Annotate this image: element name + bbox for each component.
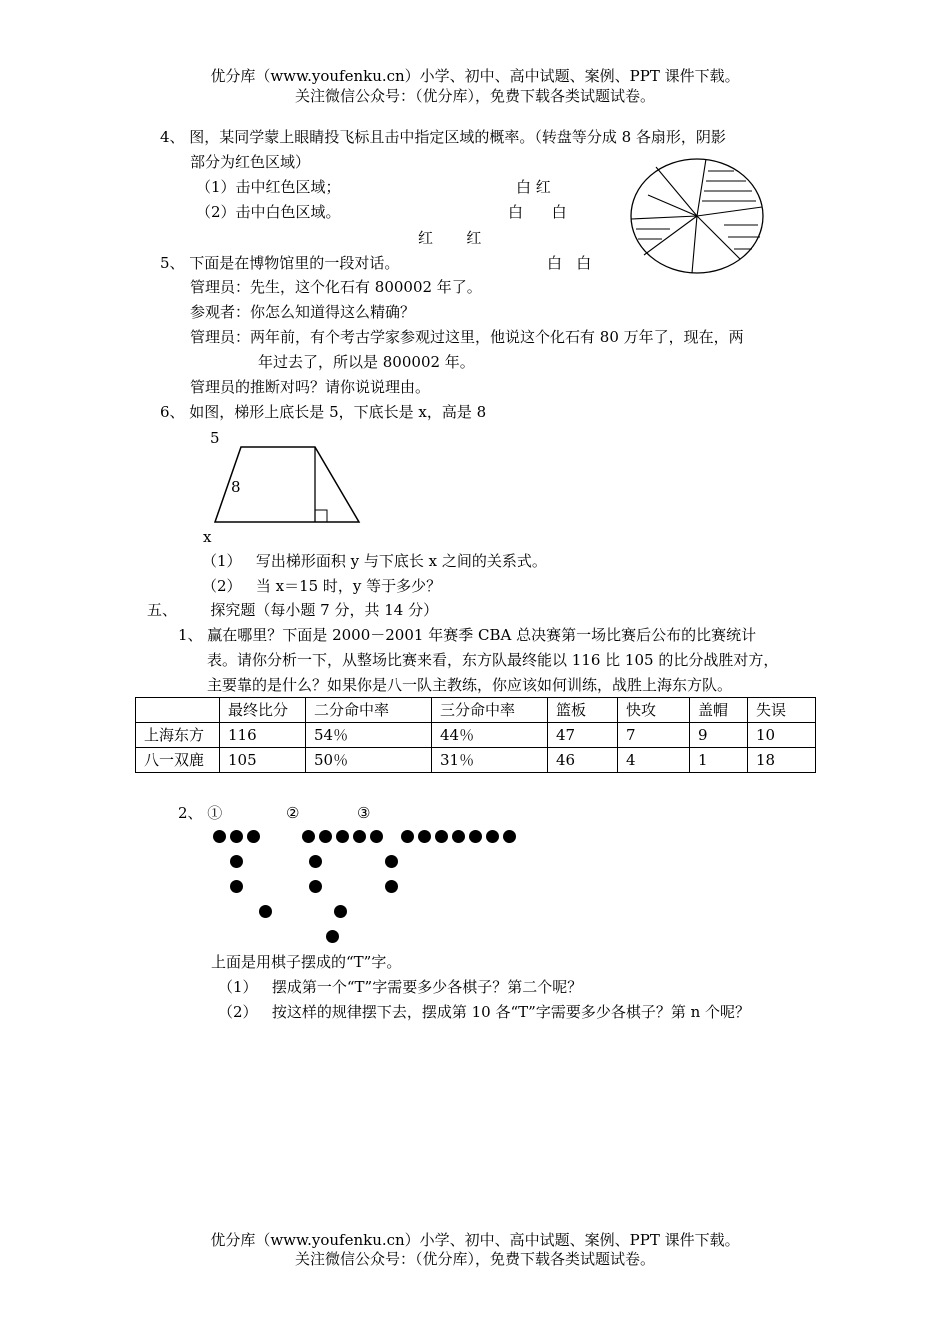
q4-text-2: 部分为红色区域） [190,153,311,171]
q6-sub-2: （2） 当 x＝15 时，y 等于多少？ [202,577,442,595]
table-cell: 上海东方 [136,723,220,748]
table-header-row [136,698,816,723]
stats-table [135,697,816,773]
chess-piece-dot [435,830,448,843]
s5-q1-line-1: 1、 赢在哪里？下面是 2000－2001 年赛季 CBA 总决赛第一场比赛后公布的比赛统计 [178,626,757,644]
q2-label-2: ② [286,804,300,822]
table-header-cell: 最终比分 [220,698,306,723]
table-cell: 116 [220,723,306,748]
table-row [136,748,816,773]
q5-line-3: 管理员：两年前，有个考古学家参观过这里，他说这个化石有 80 万年了，现在，两 [190,328,744,346]
s5-q1-line-3: 主要靠的是什么？如果你是八一队主教练，你应该如何训练，战胜上海东方队。 [207,676,733,694]
chess-piece-dot [230,880,243,893]
chess-piece-dot [418,830,431,843]
table-cell: 9 [690,723,748,748]
table-cell: 50％ [306,748,432,773]
q5-line-1: 管理员：先生，这个化石有 800002 年了。 [190,278,482,296]
table-cell: 7 [618,723,690,748]
chess-piece-dot [230,830,243,843]
q2-title: 2、 ① [178,804,223,822]
section-5-title: 五、 探究题（每小题 7 分，共 14 分） [147,601,439,619]
chess-piece-dot [385,855,398,868]
chess-piece-dot [469,830,482,843]
q5-line-2: 参观者：你怎么知道得这么精确？ [190,303,416,321]
q6-sub-1: （1） 写出梯形面积 y 与下底长 x 之间的关系式。 [202,552,547,570]
table-header-cell: 盖帽 [690,698,748,723]
q2-label-3: ③ [357,804,371,822]
chess-piece-dot [259,905,272,918]
table-cell: 4 [618,748,690,773]
spinner-diagram [628,157,768,277]
header-line-1: 优分库（www.youfenku.cn）小学、初中、高中试题、案例、PPT 课件下载。 [210,67,740,85]
table-cell: 1 [690,748,748,773]
trapezoid-height-label: 8 [231,478,241,496]
chess-piece-dot [486,830,499,843]
table-header-cell: 快攻 [618,698,690,723]
right-angle-marker [315,510,327,522]
chess-piece-dot [247,830,260,843]
table-cell: 47 [548,723,618,748]
table-row [136,723,816,748]
chess-piece-dot [319,830,332,843]
table-cell: 18 [748,748,816,773]
chess-piece-dot [302,830,315,843]
chess-piece-dot [336,830,349,843]
q4-sub-2: （2）击中白色区域。 [196,203,341,221]
q2-description: 上面是用棋子摆成的“T”字。 [211,953,402,971]
trapezoid-top-label: 5 [210,429,220,447]
q4-sub-1: （1）击中红色区域； [196,178,341,196]
chess-piece-dot [385,880,398,893]
table-cell: 46 [548,748,618,773]
chess-piece-dot [334,905,347,918]
table-cell: 八一双鹿 [136,748,220,773]
chess-piece-dot [309,880,322,893]
chess-piece-dot [503,830,516,843]
chess-piece-dot [401,830,414,843]
q5-line-5: 管理员的推断对吗？请你说说理由。 [190,378,431,396]
table-header-cell: 二分命中率 [306,698,432,723]
footer-line-1: 优分库（www.youfenku.cn）小学、初中、高中试题、案例、PPT 课件下载。 [210,1231,740,1249]
table-cell: 10 [748,723,816,748]
footer-line-2: 关注微信公众号：（优分库），免费下载各类试题试卷。 [294,1250,655,1268]
chess-piece-dot [353,830,366,843]
chess-piece-dot [309,855,322,868]
chess-piece-dot [370,830,383,843]
table-header-cell: 失误 [748,698,816,723]
q2-sub-2: （2） 按这样的规律摆下去，摆成第 10 各“T”字需要多少各棋子？第 n 个呢？ [218,1003,751,1021]
table-cell: 105 [220,748,306,773]
q2-sub-1: （1） 摆成第一个“T”字需要多少各棋子？第二个呢？ [218,978,583,996]
q4-region-label-3: 红 红 [418,229,482,247]
q4-region-label-2: 白 白 [508,203,567,221]
chess-piece-dot [326,930,339,943]
q4-region-label-1: 白 红 [516,178,551,196]
q5-title: 5、 下面是在博物馆里的一段对话。 [160,254,400,272]
table-header-cell [136,698,220,723]
header-line-2: 关注微信公众号：（优分库），免费下载各类试题试卷。 [294,87,655,105]
table-cell: 44％ [432,723,548,748]
q5-line-4: 年过去了，所以是 800002 年。 [258,353,475,371]
chess-piece-dot [452,830,465,843]
table-header-cell: 三分命中率 [432,698,548,723]
s5-q1-line-2: 表。请你分析一下，从整场比赛来看，东方队最终能以 116 比 105 的比分战胜对方， [207,651,779,669]
trapezoid-bottom-label: x [203,528,212,546]
table-cell: 31％ [432,748,548,773]
chess-piece-dot [213,830,226,843]
q4-text-1: 4、 图，某同学蒙上眼睛投飞标且击中指定区域的概率。（转盘等分成 8 各扇形，阴影 [160,128,726,146]
q4-region-label-4: 白 白 [547,254,592,272]
q6-title: 6、 如图，梯形上底长是 5，下底长是 x，高是 8 [160,403,487,421]
chess-piece-dot [230,855,243,868]
table-header-cell: 篮板 [548,698,618,723]
table-cell: 54％ [306,723,432,748]
